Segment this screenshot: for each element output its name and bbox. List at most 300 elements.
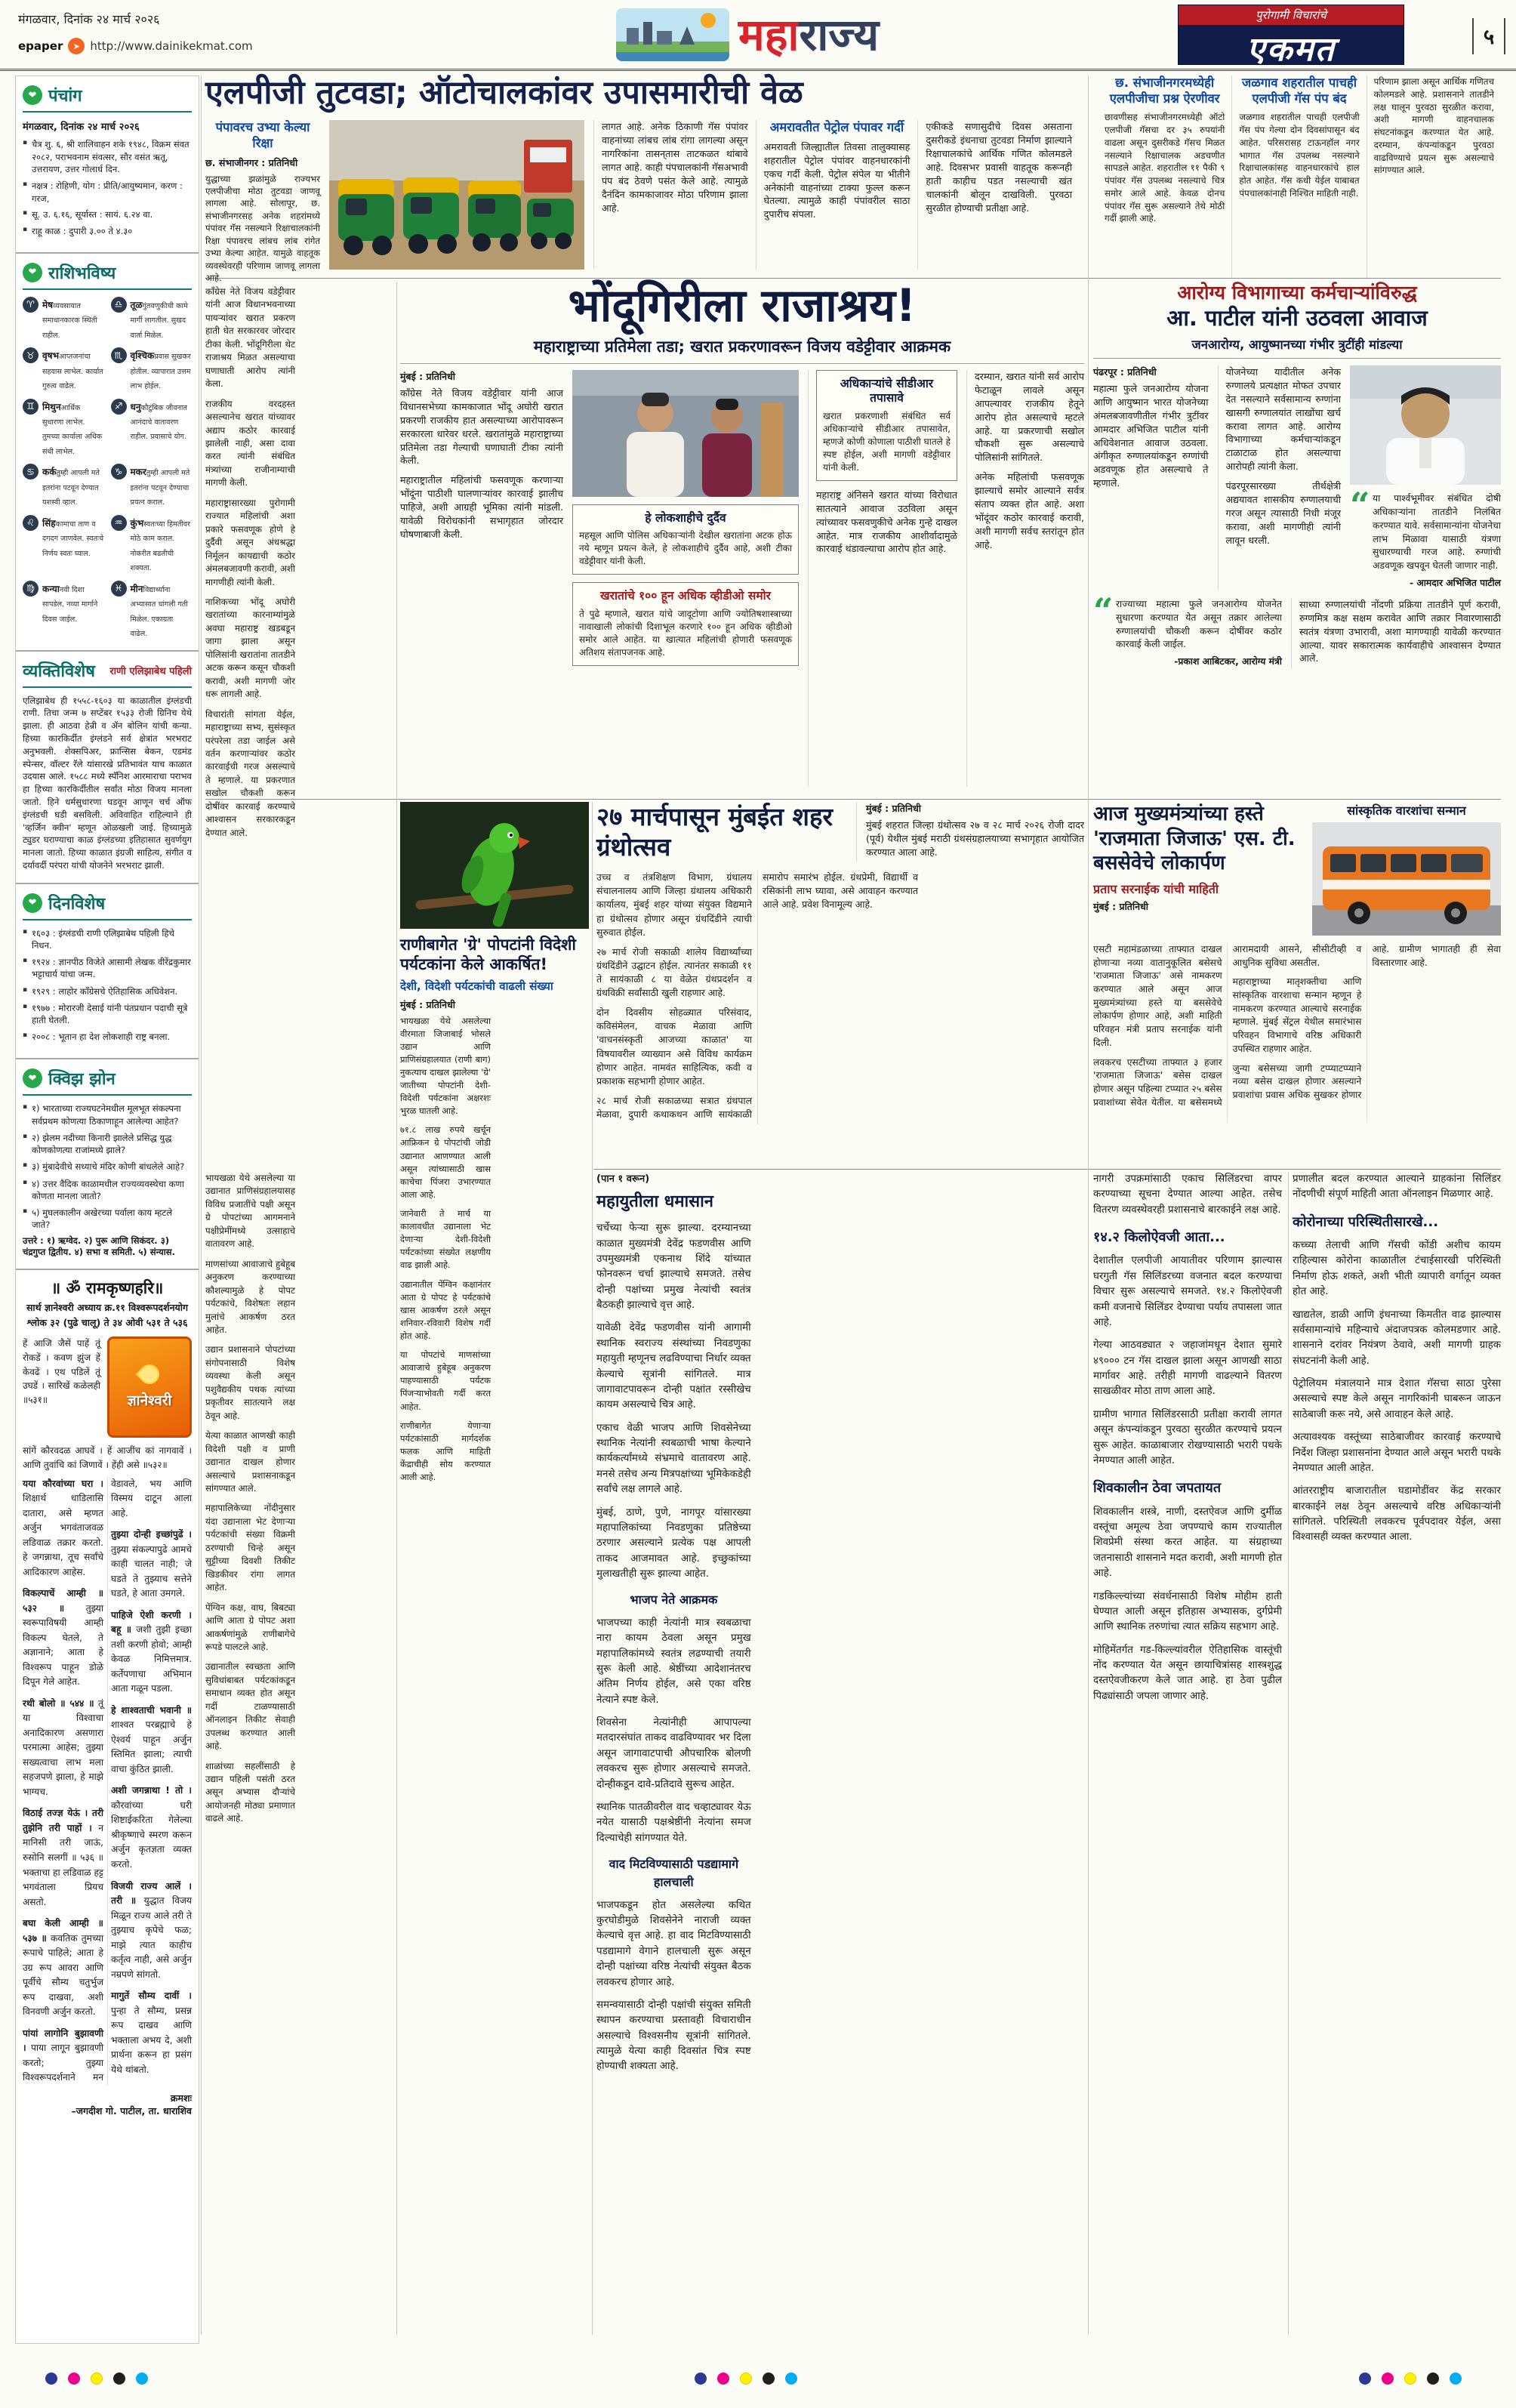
column-body — [1226, 365, 1342, 547]
panchang-title: पंचांग — [48, 87, 82, 106]
verse-text: तुझ्या संकल्पापुढे आमचे काही चालत नाही; जे घडते ते तुझ्याच सत्तेने घडते, हे आता उमगले. — [111, 1543, 192, 1599]
rashi-text: प्रवास सुखकर होतील. व्यापारात उत्तम लाभ होईल. — [130, 353, 191, 391]
heart-icon: ❤ — [23, 1068, 42, 1088]
paragraph: ७१.८ लाख रुपये खर्चून आफ्रिकन ग्रे पोपटांची जोडी उद्यानात आणण्यात आली असून त्यांच्यासाठी खास काचेचा पिंजरा उभारण्यात आला आहे. — [400, 1124, 491, 1200]
rashi-item — [23, 297, 104, 341]
verse-ref: रथी बोलो ॥ ५४४ ॥ — [23, 1697, 94, 1709]
rajmata-top — [1093, 802, 1501, 936]
color-dot — [136, 2373, 148, 2385]
color-dot — [763, 2373, 775, 2385]
rajmata-body — [1093, 943, 1501, 1123]
parrot-photo — [400, 802, 589, 929]
rashi-title: राशिभविष्य — [48, 264, 116, 283]
rashi-sign: कन्या — [42, 583, 60, 594]
paragraph: उच्च व तंत्रशिक्षण विभाग, ग्रंथालय संचालनालय आणि जिल्हा ग्रंथालय अधिकारी कार्यालय, मुंबई शहर यांच्या संयुक्त विद्यमाने हा ग्रंथोत्सव होणार असून ग्रंथदिंडीने त्याची सुरुवात होईल. — [596, 871, 752, 938]
granthotsav-body — [596, 871, 1084, 1124]
dateline: पंढरपूर : प्रतिनिधी — [1093, 366, 1157, 378]
paragraph: भाजपकडून होत असलेल्या कथित कुरघोडीमुळे शिवसेनेने नाराजी व्यक्त केल्याचे वृत्त आहे. हा वाद मिटविण्यासाठी पडद्यामागे वेगाने हालचाली सुरू असून दोन्ही पक्षांच्या वरिष्ठ नेत्यांची संयुक्त बैठक लवकरच होणार आहे. — [596, 1899, 751, 1988]
color-dot — [91, 2373, 103, 2385]
quote-text: या पार्श्वभूमीवर संबंधित दोषी अधिकाऱ्यांना तातडीने निलंबित करण्यात यावे. सर्वसामान्यांना योजनेचा लाभ मिळावा यासाठी यंत्रणा सुधारण्याची गरज आहे. रुग्णांची अडवणूक खपवून घेतली जाणार नाही. — [1373, 493, 1501, 572]
bhondu-headline: भोंदूगिरीला राजाश्रय! — [568, 279, 917, 332]
ramkrishna-section — [16, 1270, 199, 2343]
divider — [396, 282, 397, 2335]
rashi-text: कौटुंबिक जीवनात आनंदाचे वातावरण राहील. प्रवासाचे योग. — [130, 403, 187, 442]
bhondu-column — [808, 370, 957, 787]
rashi-sign: कर्क — [42, 467, 57, 478]
verse-ref: हे शाश्वताची भवानी ॥ — [111, 1704, 192, 1716]
paragraph: महाराष्ट्रातील महिलांची फसवणूक करणाऱ्या भोंदूंना पाठीशी घालणाऱ्यांवर कारवाई झालीच पाहिजे, अशी आग्रही भूमिका त्यांनी मांडली. यावेळी विरोधकांनी सभागृहात जोरदार घोषणाबाजी केली. — [400, 474, 563, 540]
verse-ref: अशी जगन्नाथा ! तो । — [111, 1785, 192, 1796]
zodiac-icon: ♈ — [23, 297, 39, 313]
rashi-sign: मेष — [42, 299, 54, 310]
paragraph: या पोपटांचे माणसांच्या आवाजाचे हुबेहूब अनुकरण पाहण्यासाठी पर्यटक पिंजऱ्याभोवती गर्दी करत आहेत. — [400, 1349, 491, 1412]
section-subhead: वाद मिटविण्यासाठी पडद्यामागे हालचाली — [609, 1857, 739, 1890]
paragraph: २८ मार्च रोजी सकाळच्या सत्रात ग्रंथपाल मेळावा, दुपारी कथाकथन आणि सायंकाळी समारोप समारंभ होईल. ग्रंथप्रेमी, विद्यार्थी व रसिकांनी लाभ घ्यावा, असे आवाहन करण्यात आले आहे. प्रवेश विनामूल्य आहे. — [596, 871, 918, 1120]
bhondu-story — [400, 279, 1084, 799]
ramkrishna-intro-row — [23, 1337, 192, 1438]
flame-icon — [136, 1361, 164, 1389]
verse-ref: यया कौरवांच्या घरा । — [23, 1478, 103, 1489]
paragraph: विचारांती सांगता येईल, महाराष्ट्राच्या सभ्य, सुसंस्कृत परंपरेला तडा जाईल असे वर्तन करणाऱ्यांवर कठोर कारवाईची गरज असल्याचे ते म्हणाले. या प्रकरणात सखोल चौकशी करून दोषींवर कारवाई करण्याचे आश्वासन सरकारकडून देण्यात आले. — [205, 708, 295, 838]
rajmata-subhead: प्रताप सरनाईक यांची माहिती — [1093, 881, 1219, 896]
divider — [1088, 76, 1089, 2335]
paragraph: येत्या काळात आणखी काही विदेशी पक्षी व प्राणी उद्यानात दाखल होणार असल्याचे प्रशासनाकडून सांगण्यात आले. — [205, 1430, 295, 1494]
column-body: साध्या रुग्णालयांची नोंदणी प्रक्रिया तातडीने पूर्ण करावी, रुग्णमित्र कक्ष सक्षम करावेत आणि तक्रार निवारणासाठी स्वतंत्र यंत्रणा उभारावी, अशा मागण्याही यावेळी करण्यात आल्या. यावर सकारात्मक कार्यवाहीचे आश्वासन देण्यात आले. — [1291, 598, 1501, 669]
box-head: हे लोकशाहीचे दुर्दैव — [645, 511, 726, 525]
zodiac-icon: ♑ — [111, 464, 127, 479]
paragraph: राजकीय वरदहस्त असल्यानेच खरात यांच्यावर अद्याप कठोर कारवाई झालेली नाही, असा दावा करत त्यांनी संबंधित मंत्र्यांच्या राजीनाम्याची मागणी केली. — [205, 398, 295, 489]
paragraph: उद्यानातील पेंग्विन कक्षानंतर आता ग्रे पोपट हे पर्यटकांचे खास आकर्षण ठरले असून शनिवार-रविवारी विशेष गर्दी होत आहे. — [400, 1278, 491, 1342]
rashi-item — [111, 515, 193, 574]
arogya-body-row — [1093, 365, 1501, 590]
masthead — [521, 3, 974, 66]
zodiac-icon: ♒ — [111, 515, 127, 531]
vyakti-section — [16, 652, 199, 884]
rashi-item — [111, 399, 193, 458]
verse-text: जशी तुझी इच्छा तशी करणी होवो; आम्ही केवळ निमित्तमात्र. कर्तेपणाचा अभिमान आता गळून पडला. — [111, 1624, 192, 1694]
color-dot — [113, 2373, 125, 2385]
dinvishesh-item: ▪ १६०३ : इंग्लंडची राणी एलिझाबेथ पहिली हिचे निधन. — [23, 927, 192, 951]
column-body — [975, 370, 1084, 551]
paragraph: स्थानिक पातळीवरील वाद चव्हाट्यावर येऊ नयेत यासाठी पक्षश्रेष्ठींनी नेत्यांना समज दिल्याचेही सांगण्यात येते. — [596, 1801, 751, 1844]
color-dot — [717, 2373, 729, 2385]
parrot-subhead: देशी, विदेशी पर्यटकांची वाढली संख्या — [400, 979, 553, 993]
paragraph: मुंबई, ठाणे, पुणे, नागपूर यांसारख्या महापालिकांच्या निवडणुका प्रतिष्ठेच्या ठरणार असल्याने प्रत्येक पक्ष आपली ताकद आजमावत आहे. इच्छुकांच्या मुलाखतीही सुरू झाल्या आहेत. — [596, 1506, 751, 1580]
column-body: महात्मा फुले जनआरोग्य योजना आणि आयुष्मान भारत योजनेच्या अंमलबजावणीतील गंभीर त्रुटींवर आमदार अभिजित पाटील यांनी अधिवेशनात आवाज उठवला. अंगीकृत रुग्णालयांकडून रुग्णांची अडवणूक होत असल्याचे ते म्हणाले. — [1093, 383, 1209, 489]
granthotsav-top — [596, 802, 1084, 862]
paragraph: एकाच वेळी भाजप आणि शिवसेनेच्या स्थानिक नेत्यांनी स्वबळाची भाषा केल्याने कार्यकर्त्यांमध्ये संभ्रमाचे वातावरण आहे. मनसे तसेच अन्य मित्रपक्षांच्या भूमिकेकडेही सर्वांचे लक्ष लागले आहे. — [596, 1422, 751, 1496]
commentary-item — [111, 1879, 192, 1983]
ramkrishna-meta: श्लोक ३२ (पुढे चालू) ते ३४ ओवी ५३१ ते ५३६ — [26, 1317, 188, 1329]
dateline: मुंबई : प्रतिनिधी — [400, 998, 456, 1010]
masthead-title — [738, 9, 880, 60]
paragraph: महाराष्ट्राच्या मातृशक्तीचा आणि सांस्कृतिक वारशाचा सन्मान म्हणून हे नामकरण करण्यात आल्याचे सरनाईक म्हणाले. मुंबई सेंट्रल येथील समारंभास परिवहन विभागाचे वरिष्ठ अधिकारी उपस्थित राहणार आहेत. — [1232, 976, 1362, 1054]
zodiac-icon: ♊ — [23, 399, 39, 415]
color-dot — [1359, 2373, 1371, 2385]
paragraph: दोन दिवसीय सोहळ्यात परिसंवाद, कविसंमेलन, वाचक मेळावा आणि 'वाचनसंस्कृती आजच्या काळात' या विषयावरील व्याख्यान असे विविध कार्यक्रम होणार आहेत. नामवंत साहित्यिक, कवी व प्रकाशक सहभागी होणार आहेत. — [596, 1007, 752, 1087]
quote-attribution: -प्रकाश आबिटकर, आरोग्य मंत्री — [1174, 656, 1282, 668]
ramkrishna-meta: सार्थ ज्ञानेश्वरी अध्याय क्र.११ विश्वरूपदर्शनयोग — [26, 1302, 189, 1314]
quote-box — [816, 370, 957, 481]
rashi-sign: मीन — [130, 583, 143, 594]
verse-text: युद्धात विजय मिळून राज्य आले तरी ते तुझ्याच कृपेचे फळ; माझे त्यात काहीच कर्तृत्व नाही, असे अर्जुन नम्रपणे सांगतो. — [111, 1895, 192, 1980]
mahayuti-story — [596, 1172, 1084, 2335]
lead-right-columns — [1093, 76, 1501, 278]
paragraph: राणीबागेत येणाऱ्या पर्यटकांसाठी मार्गदर्शक फलक आणि माहिती केंद्राचीही सोय करण्यात आली आहे. — [400, 1420, 491, 1483]
rashi-sign: वृश्चिक — [130, 350, 155, 362]
page-header — [0, 0, 1516, 71]
granthotsav-headline: २७ मार्चपासून मुंबईत शहर ग्रंथोत्सव — [596, 802, 833, 862]
paragraph: उद्यान प्रशासनाने पोपटांच्या संगोपनासाठी विशेष व्यवस्था केली असून पशुवैद्यकीय पथक त्यांच्या प्रकृतीवर सातत्याने लक्ष ठेवून आहे. — [205, 1344, 295, 1421]
subcolumn-head: पंपावरच उभ्या केल्या रिक्षा — [215, 120, 310, 150]
bhondu-column — [966, 370, 1084, 787]
vyakti-subtitle: राणी एलिझाबेथ पहिली — [109, 665, 192, 677]
heart-icon: ❤ — [23, 85, 42, 105]
rashi-sign: कुंभ — [130, 517, 144, 529]
box-body: ते पुढे म्हणाले, खरात यांचे जादूटोणा आणि ज्योतिषशास्त्राच्या नावाखाली लोकांची दिशाभूल करणारे १०० हून अधिक व्हीडीओ समोर आले आहेत. या खात्यात महिलांची होणारी फसवणूक अतिशय संतापजनक आहे. — [579, 608, 792, 658]
verse-text: कौरवांच्या घरी शिष्टाईकरिता गेलेल्या श्रीकृष्णाचे स्मरण करून अर्जुन कृतज्ञता व्यक्त करतो. — [111, 1799, 192, 1870]
paragraph: पंढरपूरसारख्या तीर्थक्षेत्री अद्ययावत शासकीय रुग्णालयाची गरज असून त्यासाठी निधी मंजूर करावा, अशी मागणीही त्यांनी लावून धरली. — [1225, 480, 1341, 546]
ramkrishna-verse: सांगें कौरवदळ आघवें । हें आजींच कां नागवावें । आणि तुवांचि कां जिणावें । हेंही असे ॥५३२॥ — [23, 1445, 192, 1471]
quiz-question: ▪ ३) मुंबादेवीचे सध्याचे मंदिर कोणी बांधलेले आहे? — [23, 1161, 192, 1173]
brand-name: एकमत — [1246, 30, 1336, 69]
paragraph: नागरी उपक्रमांसाठी एकाच सिलिंडरचा वापर करण्याच्या सूचना देण्यात आल्या आहेत. तसेच वितरण व्यवस्थेवरही प्रशासनाचे बारकाईने लक्ष आहे. — [1093, 1173, 1282, 1216]
rashi-section — [16, 254, 199, 652]
rashi-grid — [23, 297, 192, 640]
paragraph: महाराष्ट्रासारख्या पुरोगामी राज्यात महिलांची अशा प्रकारे फसवणूक होणे हे दुर्दैवी असून अंधश्रद्धा निर्मूलन कायद्याची कठोर अंमलबजावणी करावी, अशी मागणीही त्यांनी केली. — [205, 497, 295, 587]
panchang-line: ▪ चैत्र शु. ६, श्री शालिवाहन शके १९४८, विक्रम संवत २०८२, पराभवनाम संवत्सर, सौर वसंत ऋतू, उत्तरायण, उत्तर गोलार्ध दिन. — [23, 138, 192, 176]
arogya-photo-column — [1350, 365, 1501, 590]
verse-text: पाया लागून बुझावणी करतो; तुझ्या विश्वरूपदर्शनाने मन वेडावले, भय आणि विस्मय दाटून आला आहे. — [23, 1478, 192, 2083]
paragraph: चर्चेच्या फेऱ्या सुरू झाल्या. दरम्यानच्या काळात मुख्यमंत्री देवेंद्र फडणवीस आणि उपमुख्यमंत्री एकनाथ शिंदे यांच्यात फोनवरून चर्चा झाल्याचे समजते. तसेच दोन्ही पक्षांच्या प्रमुख नेत्यांची स्वतंत्र बैठकही झाल्याचे वृत्त आहे. — [596, 1222, 751, 1312]
dinvishesh-header — [23, 892, 192, 920]
paragraph: प्रणालीत बदल करण्यात आल्याने ग्राहकांना सिलिंडर नोंदणीची संपूर्ण माहिती आता ऑनलाइन मिळणार आहे. — [1293, 1173, 1501, 1201]
paragraph: उद्यानातील स्वच्छता आणि सुविधांबाबत पर्यटकांकडून समाधान व्यक्त होत असून गर्दी टाळण्यासाठी ऑनलाइन तिकीट सेवाही उपलब्ध करण्यात आली आहे. — [205, 1661, 295, 1752]
rashi-text: विद्यार्थ्यांना अभ्यासात चांगली गती मिळेल. एकाग्रता वाढेल. — [130, 585, 188, 639]
column-body: छावणीसह संभाजीनगरमध्येही ऑटो एलपीजी गॅसचा दर ३५ रुपयांनी वाढला असून दुसरीकडे गॅसच मिळत नसल्याने रिक्षाचालक अडचणीत सापडले आहेत. शहरातील ११ पैकी ९ पंपांवर गॅस उपलब्ध नसल्याचे चित्र समोर आले आहे. केवळ दोनच पंपांवर गॅस सुरू असल्याने तेथे मोठी गर्दी झाली आहे. — [1105, 112, 1225, 224]
column-body: महाराष्ट्र अंनिसने खरात यांच्या विरोधात सातत्याने आवाज उठविला असून त्यांच्यावर फसवणुकीचे अनेक गुन्हे दाखल आहेत. मात्र राजकीय आशीर्वादामुळे कारवाई थंडावल्याचा आरोप होत आहे. — [816, 489, 957, 555]
rashi-item — [23, 399, 104, 458]
rashi-sign: सिंह — [42, 517, 56, 529]
page-number: ५ — [1472, 18, 1505, 54]
mahayuti-columns — [596, 1172, 1084, 2335]
rashi-item — [23, 581, 104, 640]
panchang-line: ▪ नक्षत्र : रोहिणी, योग : प्रीति/आयुष्यमान, करण : गरज, — [23, 180, 192, 205]
zodiac-icon: ♓ — [111, 581, 127, 597]
vyakti-title: व्यक्तिविशेष — [23, 661, 95, 681]
corona-story — [1293, 1172, 1501, 2335]
left-sidebar — [15, 76, 199, 2344]
author-attribution: –जगदीश गो. पाटील, ता. धाराशिव — [71, 2104, 192, 2117]
arogya-subhead: जनआरोग्य, आयुष्मानच्या गंभीर त्रुटींही मांडल्या — [1093, 335, 1501, 359]
commentary-item — [111, 1703, 192, 1777]
quote-block — [1093, 590, 1282, 669]
paragraph: शिवकालीन शस्त्रे, नाणी, दस्तऐवज आणि दुर्मीळ वस्तूंचा अमूल्य ठेवा जपण्याचे काम राज्यातील शिवप्रेमी संस्था करत आहेत. या संग्रहाच्या जतनासाठी शासनाने मदत करावी, अशी मागणी होत आहे. — [1093, 1506, 1282, 1580]
divider — [593, 1169, 1501, 1170]
paragraph: यावेळी देवेंद्र फडणवीस यांनी आगामी स्थानिक स्वराज्य संस्थांच्या निवडणुका महायुती म्हणूनच लढविण्याचा निर्धार व्यक्त केल्याचे सूत्रांनी सांगितले. मात्र जागावाटपावरून दोन्ही पक्षांत रस्सीखेच कायम असल्याचे चित्र आहे. — [596, 1322, 751, 1411]
pull-quote — [1350, 485, 1501, 590]
quiz-question: ▪ १) भारताच्या राज्यघटनेमधील मूलभूत संकल्पना सर्वप्रथम कोणत्या ठिकाणाहून आलेल्या आहेत? — [23, 1102, 192, 1127]
bhondu-center-column — [572, 370, 799, 787]
paragraph: माणसांच्या आवाजाचे हुबेहूब अनुकरण करण्याच्या कौशल्यामुळे हे पोपट पर्यटकांचे, विशेषतः लहान मुलांचे आकर्षण ठरत आहेत. — [205, 1258, 295, 1335]
rashi-sign: धनु — [130, 401, 141, 412]
zodiac-icon: ♎ — [111, 297, 127, 313]
dnyaneshwari-graphic — [107, 1337, 192, 1438]
paragraph: शिवसेना नेत्यांनीही आपापल्या मतदारसंघांत ताकद वाढविण्यावर भर दिला असून जागावाटपाची औपचारिक बोलणी लवकरच सुरू होणार असल्याचे समजते. दोन्हीकडून दावे-प्रतिदावे सुरूच आहेत. — [596, 1717, 751, 1790]
color-dot — [785, 2373, 797, 2385]
registration-marks — [45, 2373, 148, 2385]
arogya-column — [1218, 365, 1342, 590]
paragraph: जुन्या बसेसच्या जागी टप्प्याटप्प्याने नव्या बसेस दाखल होणार असल्याने प्रवाशांचा प्रवास अधिक सुखकर होणार आहे. ग्रामीण भागातही ही सेवा विस्तारणार आहे. — [1232, 944, 1501, 1100]
rajmata-headline: आज मुख्यमंत्र्यांच्या हस्ते 'राजमाता जिजाऊ' एस. टी. बससेवेचे लोकार्पण — [1093, 803, 1296, 874]
paragraph: भायखळा येथे असलेल्या या उद्यानात प्राणिसंग्रहालयासह विविध प्रजातींचे पक्षी असून ग्रे पोपटांच्या आगमनाने पक्षीप्रेमींमध्ये उत्साहाचे वातावरण आहे. — [205, 1173, 295, 1250]
divider — [592, 802, 593, 2335]
rashi-item — [23, 515, 104, 574]
paragraph: जानेवारी ते मार्च या कालावधीत उद्यानाला भेट देणाऱ्या देशी-विदेशी पर्यटकांच्या संख्येत लक्षणीय वाढ झाली आहे. — [400, 1208, 491, 1271]
column-head: जळगाव शहरातील पाचही एलपीजी गॅस पंप बंद — [1241, 76, 1357, 106]
commentary-item — [111, 1608, 192, 1697]
parrot-headline: राणीबागेत 'ग्रे' पोपटांनी विदेशी पर्यटकांना केले आकर्षित! — [400, 936, 576, 974]
verse-ref: पाहिजे ऐशी करणी । बहू ॥ — [111, 1609, 192, 1636]
shivkalin-headline: शिवकालीन ठेवा जपतायत — [1093, 1480, 1222, 1497]
dateline: मुंबई : प्रतिनिधी — [400, 371, 456, 382]
lead-body-row — [205, 120, 1080, 284]
rashi-text: गुंतवणुकीची कामे मार्गी लागतील. सुखद वार्ता मिळेल. — [130, 301, 188, 340]
box-head: अधिकाऱ्यांचे सीडीआर तपासावे — [840, 377, 934, 405]
rashi-sign: वृषभ — [42, 350, 60, 362]
paragraph: देशातील एलपीजी आयातीवर परिणाम झाल्यास घरगुती गॅस सिलिंडरच्या वजनात बदल करण्याचा विचार सुरू असल्याचे समजते. १४.२ किलोऐवजी कमी वजनाचे सिलिंडर देण्याचा पर्याय तपासला जात आहे. — [1093, 1255, 1282, 1328]
bhondu-column — [400, 370, 563, 787]
paragraph: एसटी महामंडळाच्या ताफ्यात दाखल होणाऱ्या नव्या वातानुकूलित बसेसचे 'राजमाता जिजाऊ' असे नामकरण करण्यात आले असून आज मुख्यमंत्र्यांच्या हस्ते या बससेवेचे लोकार्पण होणार आहे, अशी माहिती परिवहन मंत्री प्रताप सरनाईक यांनी दिली. — [1093, 944, 1222, 1048]
bhondu-side-columns — [205, 285, 394, 1163]
st-bus-photo — [1312, 822, 1501, 936]
verse-ref: बघा केली आम्ही ॥ ५३७ ॥ — [23, 1918, 103, 1944]
zodiac-icon: ♐ — [111, 399, 127, 415]
quiz-title: क्विझ झोन — [48, 1070, 116, 1090]
rashi-text: व्यवसायात समाधानकारक स्थिती राहील. — [42, 301, 97, 340]
mla-portrait-photo — [1350, 365, 1501, 485]
divider — [201, 76, 202, 2335]
color-dot — [1450, 2373, 1462, 2385]
verse-ref: विकल्पाचें आम्ही ॥ ५३२ ॥ — [23, 1588, 103, 1614]
rashi-sign: मिथुन — [42, 401, 61, 412]
rajmata-photo-block — [1312, 802, 1501, 936]
commentary-item — [23, 1586, 103, 1690]
commentary-item — [23, 1477, 103, 1580]
rajmata-headline-block — [1093, 802, 1302, 936]
color-dot — [695, 2373, 707, 2385]
rashi-text: तुम्ही आपली मते इतरांना पटवून देण्यात यशस्वी व्हाल. — [42, 469, 100, 507]
paragraph: समन्वयासाठी दोन्ही पक्षांची संयुक्त समिती स्थापन करण्याचा प्रस्तावही विचाराधीन असल्याचे विश्वसनीय सूत्रांनी सांगितले. त्यामुळे येत्या काही दिवसांत चित्र स्पष्ट होण्याची शक्यता आहे. — [596, 1999, 751, 2073]
column-body — [400, 387, 563, 541]
column-head: अमरावतीत पेट्रोल पंपावर गर्दी — [769, 120, 904, 135]
paragraph: लवकरच एसटीच्या ताफ्यात ३ हजार 'राजमाता जिजाऊ' बसेस दाखल होणार असून पहिल्या टप्प्यात २५ बसेस प्रवाशांच्या सेवेत येतील. या बसेसमध्ये आरामदायी आसने, सीसीटीव्ही व आधुनिक सुविधा असतील. — [1093, 944, 1362, 1108]
lead-column — [756, 120, 918, 270]
verse-ref: पांयां लागोनि बुझावणी । — [23, 2027, 103, 2054]
commentary-item — [23, 1697, 103, 1800]
paragraph: शाळांच्या सहलींसाठी हे उद्यान पहिली पसंती ठरत असून अभ्यास दौऱ्यांचे आयोजनही मोठ्या प्रमाणात वाढले आहे. — [205, 1760, 295, 1824]
registration-marks — [695, 2373, 797, 2385]
parrot-continuation — [205, 1172, 394, 2335]
side-column-text — [205, 285, 394, 1163]
panchang-section — [16, 76, 199, 254]
commentary-item — [23, 1806, 103, 1910]
masthead-rajya: राज्य — [799, 9, 880, 60]
epaper-label: epaper — [18, 39, 63, 53]
paragraph: २७ मार्च रोजी सकाळी शालेय विद्यार्थ्यांच्या ग्रंथदिंडीने उद्घाटन होईल. त्यानंतर सकाळी ११ ते सायंकाळी ८ या वेळेत ग्रंथप्रदर्शन व ग्रंथविक्री सर्वांसाठी खुली राहणार आहे. — [596, 945, 752, 999]
kilo-headline: १४.२ किलोऐवजी आता... — [1093, 1229, 1225, 1246]
ramkrishna-verse: हें आजि जैसें पाहें तूं रोकडें । कवण झुंज हें केवढें । एथ पडिलें तूं उघडें । सारिखें कळेलही ॥५३१॥ — [23, 1338, 100, 1405]
quote-box — [572, 504, 799, 575]
rashi-item — [111, 297, 193, 341]
panchang-line: ▪ सू. उ. ६.१६, सूर्यास्त : सायं. ६.२४ वा. — [23, 208, 192, 221]
rashi-text: स्वतःच्या हिमतीवर मोठे काम कराल. नोकरीत बढतीची शक्यता. — [130, 520, 191, 573]
paragraph: खाद्यतेल, डाळी आणि इंधनाच्या किमतीत वाढ झाल्यास सर्वसामान्यांचे महिन्याचे अंदाजपत्रक कोलमडणार आहे. शासनाने दरांवर नियंत्रण ठेवावे, अशी मागणी ग्राहक संघटनांनी केली आहे. — [1293, 1309, 1501, 1367]
leaders-photo — [572, 370, 799, 497]
paragraph: काँग्रेस नेते विजय वडेट्टीवार यांनी आज विधानभवनाच्या पायऱ्यांवर खरात प्रकरण हाती घेत सरकारवर जोरदार टीका केली. भोंदूगिरीला थेट राजाश्रय मिळत असल्याचा घणाघाती आरोप त्यांनी केला. — [205, 286, 295, 390]
commentary-item — [111, 1784, 192, 1872]
verse-ref: मागुतें सौम्य दावीं । — [111, 1990, 192, 2002]
lead-right-column — [1098, 76, 1231, 278]
box-head: सांस्कृतिक वारशांचा सन्मान — [1347, 803, 1466, 818]
verse-text: शिक्षार्थ धाडिलासि दातारा, असे म्हणत अर्जुन भगवंताजवळ लडिवाळ तक्रार करतो. हे जगन्नाथा, तूच सर्वांचे आदिकारण आहेस. — [23, 1493, 103, 1577]
dinvishesh-section — [16, 884, 199, 1060]
vyakti-body: एलिझाबेथ ही १५५८-१६०३ या काळातील इंग्लंडची राणी. तिचा जन्म ७ सप्टेंबर १५३३ रोजी ग्रिनिच येथे झाला. ही आठवा हेन्री व ॲन बोलिन यांची कन्या. हिच्या कारकिर्दीत इंग्लंडने सर्व क्षेत्रांत भरभराट अनुभवली. शेक्सपिअर, फ्रान्सिस बेकन, एडमंड स्पेन्सर, वॉल्टर रॅले यांसारखे प्रतिभावंत याच काळात उदयास आले. १५८८ मध्ये स्पॅनिश आरमाराचा पराभव हा हिच्या कारकिर्दीतील सर्वांत मोठा विजय मानला जातो. हिने धर्मसुधारणा घडवून आणून चर्च ऑफ इंग्लंडची घडी बसविली. अविवाहित राहिल्याने ही 'व्हर्जिन क्वीन' म्हणून ओळखली जाई. हिच्यामुळे ट्युडर घराण्याचा काळ इंग्लंडच्या इतिहासात सुवर्णयुग मानला जातो. हिच्या काळात इंग्रजी साहित्य, संगीत व दर्यावर्दी परंपरा यांची योजनेने भरभराट झाली. — [23, 695, 192, 871]
arogya-bottom-row — [1093, 590, 1501, 669]
dateline: मुंबई : प्रतिनिधी — [866, 803, 922, 814]
paragraph: पेट्रोलियम मंत्रालयाने मात्र देशात गॅसचा साठा पुरेसा असल्याचे स्पष्ट केले असून नागरिकांनी घाबरून जाऊन साठेबाजी करू नये, असे आवाहन केले आहे. — [1293, 1378, 1501, 1420]
lead-columns — [593, 120, 1080, 270]
zodiac-icon: ♋ — [23, 464, 39, 479]
pull-quote — [1093, 590, 1282, 669]
commentary-item — [23, 1916, 103, 2020]
paragraph: भायखळा येथे असलेल्या वीरमाता जिजाबाई भोसले उद्यान आणि प्राणिसंग्रहालयात (राणी बाग) नुकत्याच दाखल झालेल्या 'ग्रे' जातीच्या पोपटांनी देशी-विदेशी पर्यटकांना अक्षरशः भुरळ घातली आहे. — [400, 1015, 491, 1117]
kilo-column — [1093, 1172, 1282, 1704]
epaper-url[interactable]: http://www.dainikekmat.com — [90, 39, 253, 53]
paragraph: ग्रामीण भागात सिलिंडरसाठी प्रतीक्षा करावी लागत असून कंपन्यांकडून पुरवठा सुरळीत करण्याचे प्रयत्न सुरू आहेत. काळाबाजार रोखण्यासाठी भरारी पथके नेमण्यात आली आहेत. — [1093, 1408, 1282, 1466]
ramkrishna-title: ॥ ॐ रामकृष्णहरि॥ — [51, 1279, 164, 1298]
lead-subcolumn — [205, 120, 320, 284]
rashi-text: आप्तजनांचा सहवास लाभेल. कार्यात गुरुत्व वाढेल. — [42, 353, 103, 391]
dinvishesh-item: ▪ १९२४ : ज्ञानपीठ विजेते आसामी लेखक वीरेंद्रकुमार भट्टाचार्य यांचा जन्म. — [23, 956, 192, 980]
arogya-headline-top: आरोग्य विभागाच्या कर्मचाऱ्यांविरुद्ध — [1177, 282, 1417, 304]
rashi-text: कामाचा ताण व दगदग जाणवेल. स्वतःचे निर्णय स्वतः घ्याल. — [42, 520, 104, 558]
paragraph: नाशिकच्या भोंदू अघोरी खरातांच्या कारनाम्यांमुळे अवघा महाराष्ट्र खडबडून जागा झाला असून पोलिसांनी खरातांना तातडीने अटक करून कसून चौकशी करावी, अशी मागणी जोर धरू लागली आहे. — [205, 596, 295, 700]
rashi-item — [23, 347, 104, 391]
box-head: खरातांचे १०० हून अधिक व्हीडीओ समोर — [599, 589, 771, 603]
column-body: जळगाव शहरातील पाचही एलपीजी गॅस पंप गेल्या दोन दिवसांपासून बंद आहेत. परिसरासह टाऊनहॉल नगर भागात गॅस उपलब्ध नसल्याने रिक्षाचालकांसह वाहनधारकांचे हाल होत आहेत. गॅस कधी येईल याबाबत पंपचालकांनाही निश्चित माहिती नाही. — [1239, 112, 1360, 199]
verse-text: तूं या विश्वाचा अनादिकारण असणारा परमात्मा आहेस; तुझ्या सख्यत्वाचा लाभ मला सहजपणे झाला, हे माझे भाग्यच. — [23, 1697, 103, 1797]
dateline: मुंबई : प्रतिनिधी — [1093, 900, 1149, 912]
commentary-item — [111, 1989, 192, 2077]
divider — [205, 799, 1501, 800]
quote-box — [572, 582, 799, 666]
epaper-line — [18, 38, 253, 54]
brand-box — [1178, 5, 1404, 69]
quiz-header — [23, 1067, 192, 1096]
zodiac-icon: ♏ — [111, 347, 127, 363]
divider — [205, 278, 1501, 279]
verse-ref: विजयी राज्य आलें । तरी ॥ — [111, 1880, 192, 1907]
continuation-columns — [205, 1172, 394, 2335]
verse-text: न मानिसी तरी जाऊं, रुसोनि सलगीं ॥ ५३६ ॥ भक्ताचा हा लडिवाळ हट्ट भगवंताला प्रियच असतो. — [23, 1822, 103, 1907]
color-dot — [45, 2373, 57, 2385]
zodiac-icon: ♉ — [23, 347, 39, 363]
rashi-item — [23, 464, 104, 507]
panchang-date: मंगळवार, दिनांक २४ मार्च २०२६ — [23, 122, 140, 133]
paragraph: काँग्रेस नेते विजय वडेट्टीवार यांनी आज विधानसभेच्या कामकाजात भोंदू अघोरी खरात प्रकरणी राजकीय हात असल्याच्या आरोपावरून सरकारला धारेवर धरले. खरातांमुळे महाराष्ट्राच्या प्रतिमेला तडा गेल्याची घणाघाती टीका त्यांनी केली. — [400, 387, 563, 467]
lead-left — [205, 74, 1080, 284]
brand-tagline: पुरोगामी विचारांचे — [1179, 5, 1404, 25]
paragraph: गेल्या आठवड्यात २ जहाजांमधून देशात सुमारे ४९००० टन गॅस दाखल झाला असून आणखी साठा मार्गावर आहे. तरीही मागणी वाढल्याने वितरण साखळीवर मोठा ताण आला आहे. — [1093, 1340, 1282, 1398]
rashi-item — [111, 347, 193, 391]
paragraph: योजनेच्या यादीतील अनेक रुग्णालये प्रत्यक्षात मोफत उपचार देत नसल्याने सर्वसामान्य रुग्णांना खासगी रुग्णालयांत लाखोंचा खर्च करावा लागत आहे. आरोग्य विभागाच्या कर्मचाऱ्यांकडून टाळाटाळ होत असल्याचा आरोपही त्यांनी केला. — [1225, 366, 1341, 473]
verse-text: कवतिक तुमच्या रूपाचे पाहिले; आता हे उग्र रूप आवरा आणि पूर्वीचे सौम्य चतुर्भुज रूप दाखवा, अशी विनवणी अर्जुन करतो. — [23, 1932, 103, 2018]
corona-headline: कोरोनाच्या परिस्थितीसारखे... — [1293, 1213, 1439, 1230]
commentary-item — [111, 1528, 192, 1602]
box-body: महसूल आणि पोलिस अधिकाऱ्यांनी देखील खरातांना अटक होऊ नये म्हणून प्रयत्न केले, हे लोकशाहीचे दुर्दैव आहे, अशी टीका वडेट्टीवार यांनी केली. — [579, 530, 792, 567]
lead-story — [205, 74, 1501, 284]
rickshaw-photo — [329, 120, 584, 270]
color-dot — [1404, 2373, 1416, 2385]
color-dot — [68, 2373, 80, 2385]
paragraph: आंतरराष्ट्रीय बाजारातील घडामोडींवर केंद्र सरकार बारकाईने लक्ष ठेवून असल्याचे वरिष्ठ अधिकाऱ्यांनी सांगितले. परिस्थिती लवकरच पूर्वपदावर येईल, असा विश्वासही व्यक्त करण्यात आला. — [1293, 1485, 1501, 1543]
date-line: मंगळवार, दिनांक २४ मार्च २०२६ — [18, 12, 160, 26]
rashi-text: तुम्ही आपली मते इतरांना पटवून देण्याचा प्रयत्न कराल. — [130, 469, 190, 507]
quote-icon: “ — [1350, 485, 1370, 526]
masthead-maha: महा — [738, 9, 800, 60]
registration-marks — [1359, 2373, 1462, 2385]
rashi-text: नवी दिशा सापडेल, नव्या मार्गाने दिवस जाईल. — [42, 585, 98, 624]
rashi-item — [111, 464, 193, 507]
kilo-story — [1093, 1172, 1282, 2335]
rashi-text: आर्थिक सुधारणा लाभेल. तुमच्या कार्याला अधिक संधी लाभेल. — [42, 403, 103, 456]
vyakti-header — [23, 659, 192, 688]
color-dot — [1382, 2373, 1394, 2385]
zodiac-icon: ♍ — [23, 581, 39, 597]
dinvishesh-item: ▪ १९७७ : मोरारजी देसाई यांनी पंतप्रधान पदाची सूत्रे हाती घेतली. — [23, 1002, 192, 1026]
masthead-art — [616, 8, 729, 61]
paragraph: पेंग्विन कक्ष, वाघ, बिबट्या आणि आता ग्रे पोपट अशा आकर्षणांमुळे राणीबागेचे रूपडे पालटले आहे. — [205, 1602, 295, 1652]
dateline: छ. संभाजीनगर : प्रतिनिधी — [205, 156, 298, 168]
quiz-question: ▪ ५) मुघलकालीन अखेरच्या पर्वाला काय म्हटले जाते? — [23, 1207, 192, 1231]
dinvishesh-title: दिनविशेष — [48, 894, 106, 914]
parrot-body — [400, 1015, 589, 2193]
paragraph: मोहिमेंतर्गत गड-किल्ल्यांवरील ऐतिहासिक वास्तूंची नोंद करण्यात येत असून छायाचित्रांसह शास्त्रशुद्ध दस्तऐवजीकरण केले जात आहे. हा ठेवा पुढील पिढ्यांसाठी जपला जाणार आहे. — [1093, 1644, 1282, 1702]
verse-text: शाश्वत परब्रह्माचे हे ऐश्वर्य पाहून अर्जुन स्तिमित झाला; त्याची वाचा कुंठित झाली. — [111, 1719, 192, 1774]
bhondu-subhead: महाराष्ट्राच्या प्रतिमेला तडा; खरात प्रकरणावरून विजय वडेट्टीवार आक्रमक — [400, 336, 1084, 364]
ramkrishna-commentary — [23, 1477, 192, 2086]
lead-right-column: परिणाम झाला असून आर्थिक गणितच कोलमडले आहे. प्रशासनाने तातडीने लक्ष घालून पुरवठा सुरळीत करावा, अशी मागणी वाहनचालक संघटनांकडून करण्यात येत आहे. दरम्यान, कंपन्यांकडून पुरवठा वाढविण्याचे प्रयत्न सुरू असल्याचे सांगण्यात आले. — [1367, 76, 1501, 278]
paragraph: भाजपच्या काही नेत्यांनी मात्र स्वबळाचा नारा कायम ठेवला असून प्रमुख महापालिकांमध्ये स्वतंत्र लढण्याची तयारी सुरू केली आहे. श्रेष्ठींच्या आदेशानंतरच अंतिम निर्णय होईल, असे एका वरिष्ठ नेत्याने स्पष्ट केले. — [596, 1617, 751, 1706]
color-dot — [1427, 2373, 1439, 2385]
quote-text: राज्याच्या महात्मा फुले जनआरोग्य योजनेत सुधारणा करण्यात येत असून तक्रार आलेल्या रुग्णालयांची चौकशी करून दोषींवर कठोर कारवाई केली जाईल. — [1116, 598, 1282, 650]
verse-ref: विठाई तज्ज्ञ येऊं । तरी तुझेनि तरी पाहों । — [23, 1808, 103, 1833]
column-body: अमरावती जिल्ह्यातील तिवसा तालुक्यासह शहरातील पेट्रोल पंपांवर वाहनधारकांनी एकच गर्दी केली. पेट्रोल संपेल या भीतीने अनेकांनी वाहनांच्या टाक्या फुल्ल करून घेतल्या. त्यामुळे काही पंपांवरील साठा दुपारीच संपला. — [763, 140, 911, 220]
paragraph: महापालिकेच्या नोंदीनुसार यंदा उद्यानाला भेट देणाऱ्या पर्यटकांची संख्या विक्रमी ठरण्याची चिन्हे असून सुट्टीच्या दिवशी तिकीट खिडकीवर रांगा लागत आहेत. — [205, 1503, 295, 1593]
quiz-answers: उत्तरे : १) ऋग्वेद. २) पुरू आणि सिकंदर. ३) चंद्रगुप्त द्वितीय. ४) सभा व समिती. ५) संन्यास. — [23, 1235, 175, 1258]
arogya-story — [1093, 282, 1501, 799]
heart-icon: ❤ — [23, 263, 42, 282]
dinvishesh-item: ▪ १९२९ : लाहोर काँग्रेसचे ऐतिहासिक अधिवेशन. — [23, 985, 192, 997]
paragraph: अनेक महिलांची फसवणूक झाल्याचे समोर आल्याने सर्वत्र संताप व्यक्त होत आहे. अशा भोंदूंवर कठोर कारवाई करावी, अशी मागणी सर्वच स्तरांतून होत आहे. — [975, 471, 1084, 550]
lead-column: लागत आहे. अनेक ठिकाणी गॅस पंपांवर वाहनांच्या लांबच लांब रांगा लागल्या असून नागरिकांना तासन्‌तास ताटकळत थांबावे लागत आहे. काही पंपचालकांनी गॅसअभावी पंप बंद ठेवणे पसंत केले आहे. त्यामुळे दैनंदिन कामकाजावर मोठा परिणाम झाला आहे. — [593, 120, 756, 270]
lead-column: एकीकडे सणासुदीचे दिवस असताना दुसरीकडे इंधनाचा तुटवडा निर्माण झाल्याने रिक्षाचालकांचे आर्थिक गणित कोलमडले आहे. दिवसभर प्रवासी वाहतूक करूनही हाती काहीच पडत नसल्याची खंत चालकांनी बोलून दाखविली. पुरवठा सुरळीत होण्याची प्रतीक्षा आहे. — [917, 120, 1080, 270]
lead-headline: एलपीजी तुटवडा; ऑटोचालकांवर उपासमारीची वेळ — [205, 74, 803, 112]
lead-right-column — [1231, 76, 1366, 278]
verse-text: पुन्हा ते सौम्य, प्रसन्न रूप दाखव आणि भक्ताला अभय दे, अशी प्रार्थना करून हा प्रसंग येथे थांबतो. — [111, 2005, 192, 2075]
verse-text: तुझ्या स्वरूपाविषयी आम्ही विकल्प घेतले, ते अज्ञानाने; आता हे विश्वरूप पाहून डोळे दिपून गेले आहेत. — [23, 1602, 104, 1688]
